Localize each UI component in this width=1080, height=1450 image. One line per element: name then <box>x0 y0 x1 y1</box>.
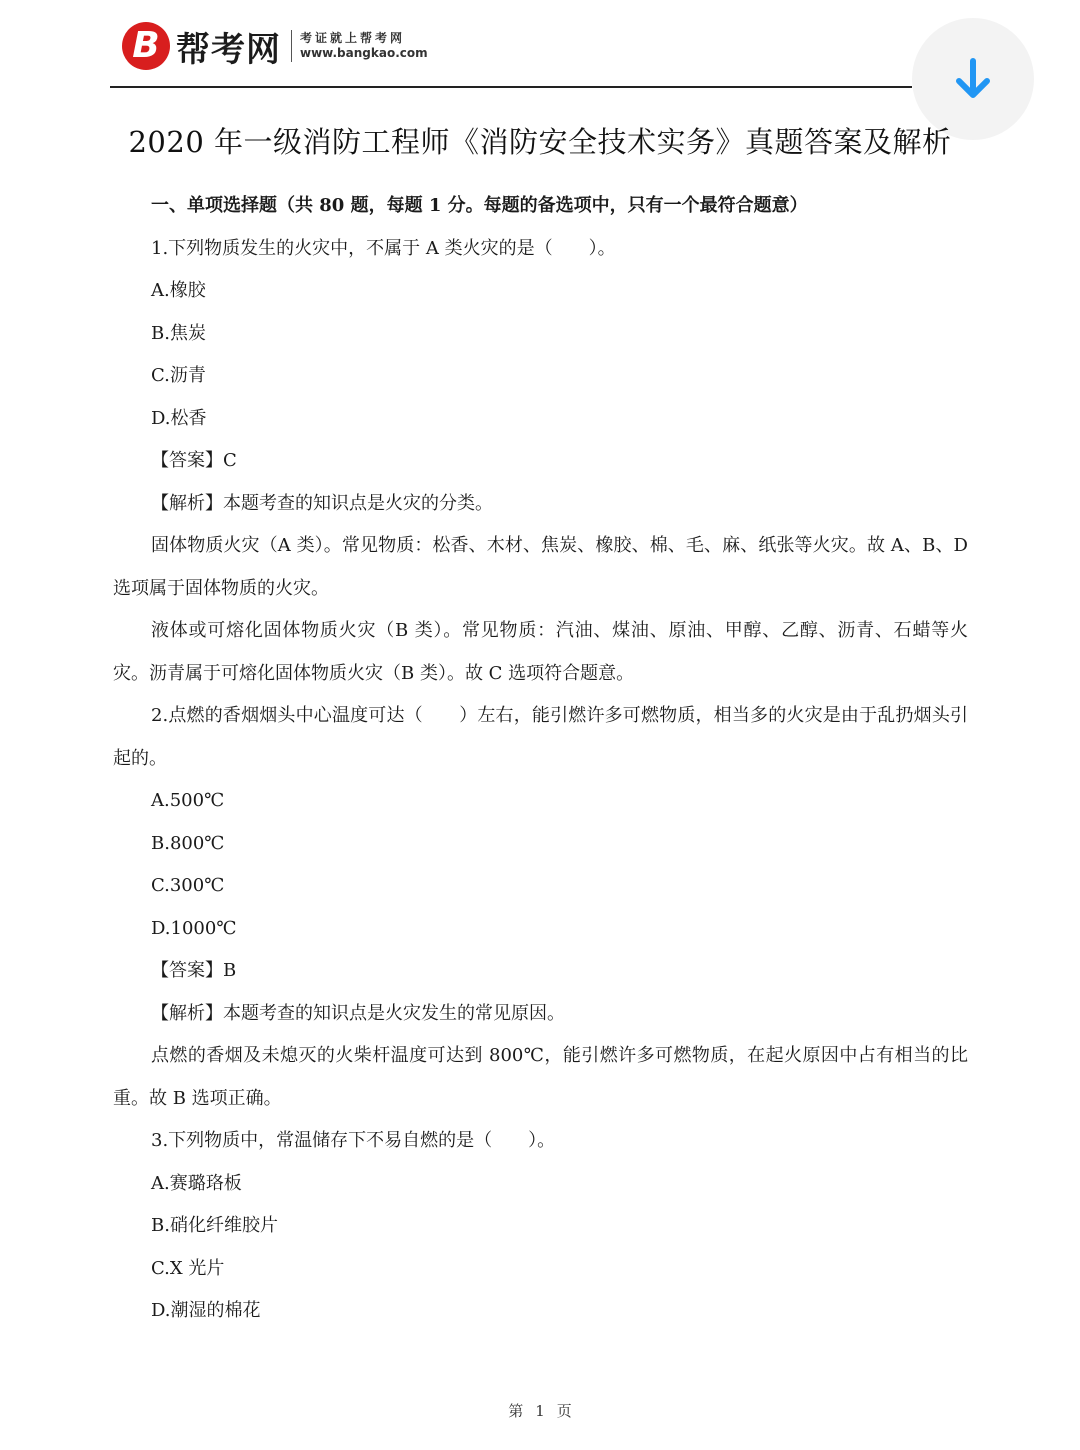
q1-analysis <box>113 483 968 526</box>
logo-divider <box>291 30 292 62</box>
page-number <box>0 1400 1080 1421</box>
q2-option-b: B.800℃ <box>151 832 225 854</box>
q3-option-d: D.潮湿的棉花 <box>151 1300 261 1321</box>
q1-option-d: D.松香 <box>151 407 207 429</box>
q2-analysis <box>113 993 968 1036</box>
q2-option-d: D.1000℃ <box>151 917 237 939</box>
question-2: 2.点燃的香烟烟头中心温度可达（ ）左右，能引燃许多可燃物质，相当多的火灾是由于乱扔烟头引起的。 <box>113 705 968 769</box>
analysis-label: 【解析】 <box>151 1002 223 1024</box>
q1-paragraph-2: 液体或可熔化固体物质火灾（B 类）。常见物质：汽油、煤油、原油、甲醇、乙醇、沥青、石蜡等火灾。沥青属于可熔化固体物质火灾（B 类）。故 C 选项符合题意。 <box>113 620 968 684</box>
section-heading: 一、单项选择题（共 80 题，每题 1 分。每题的备选项中，只有一个最符合题意） <box>151 195 808 216</box>
download-arrow-icon <box>953 57 993 101</box>
page-value: 1 <box>535 1402 545 1420</box>
logo-url: www.bangkao.com <box>300 46 428 60</box>
header-divider <box>110 86 912 88</box>
answer-label: 【答案】 <box>151 960 223 981</box>
q1-option-a: A.橡胶 <box>151 280 206 301</box>
document-body <box>113 185 968 1333</box>
logo-name: 帮考网 <box>176 29 281 70</box>
q1-paragraph-1: 固体物质火灾（A 类）。常见物质：松香、木材、焦炭、橡胶、棉、毛、麻、纸张等火灾。故 A、B、D 选项属于固体物质的火灾。 <box>113 535 968 599</box>
q1-option-c: C.沥青 <box>151 365 206 386</box>
q1-answer <box>113 440 968 483</box>
document-title: 2020 年一级消防工程师《消防安全技术实务》真题答案及解析 <box>128 125 952 159</box>
q2-option-a: A.500℃ <box>151 790 225 811</box>
question-1: 1.下列物质发生的火灾中，不属于 A 类火灾的是（ ）。 <box>151 237 616 259</box>
q3-option-b: B.硝化纤维胶片 <box>151 1215 278 1236</box>
answer-value: C <box>223 450 237 471</box>
logo-mark-icon: B <box>122 22 170 70</box>
q3-option-a: A.赛璐珞板 <box>151 1172 242 1194</box>
page-prefix: 第 <box>508 1402 524 1420</box>
logo-subtext <box>300 31 428 61</box>
analysis-text: 本题考查的知识点是火灾发生的常见原因。 <box>223 1002 565 1024</box>
answer-value: B <box>223 960 237 981</box>
analysis-text: 本题考查的知识点是火灾的分类。 <box>223 492 493 514</box>
q2-paragraph-1: 点燃的香烟及未熄灭的火柴杆温度可达到 800℃，能引燃许多可燃物质，在起火原因中占有相当的比重。故 B 选项正确。 <box>113 1045 968 1109</box>
answer-label: 【答案】 <box>151 450 223 471</box>
q3-option-c: C.X 光片 <box>151 1257 225 1279</box>
analysis-label: 【解析】 <box>151 492 223 514</box>
q2-option-c: C.300℃ <box>151 875 225 896</box>
question-3: 3.下列物质中，常温储存下不易自燃的是（ ）。 <box>151 1130 556 1151</box>
q2-answer <box>113 950 968 993</box>
q1-option-b: B.焦炭 <box>151 322 206 344</box>
logo-slogan: 考证就上帮考网 <box>300 31 406 45</box>
site-logo[interactable] <box>122 20 428 72</box>
page-suffix: 页 <box>556 1402 572 1420</box>
